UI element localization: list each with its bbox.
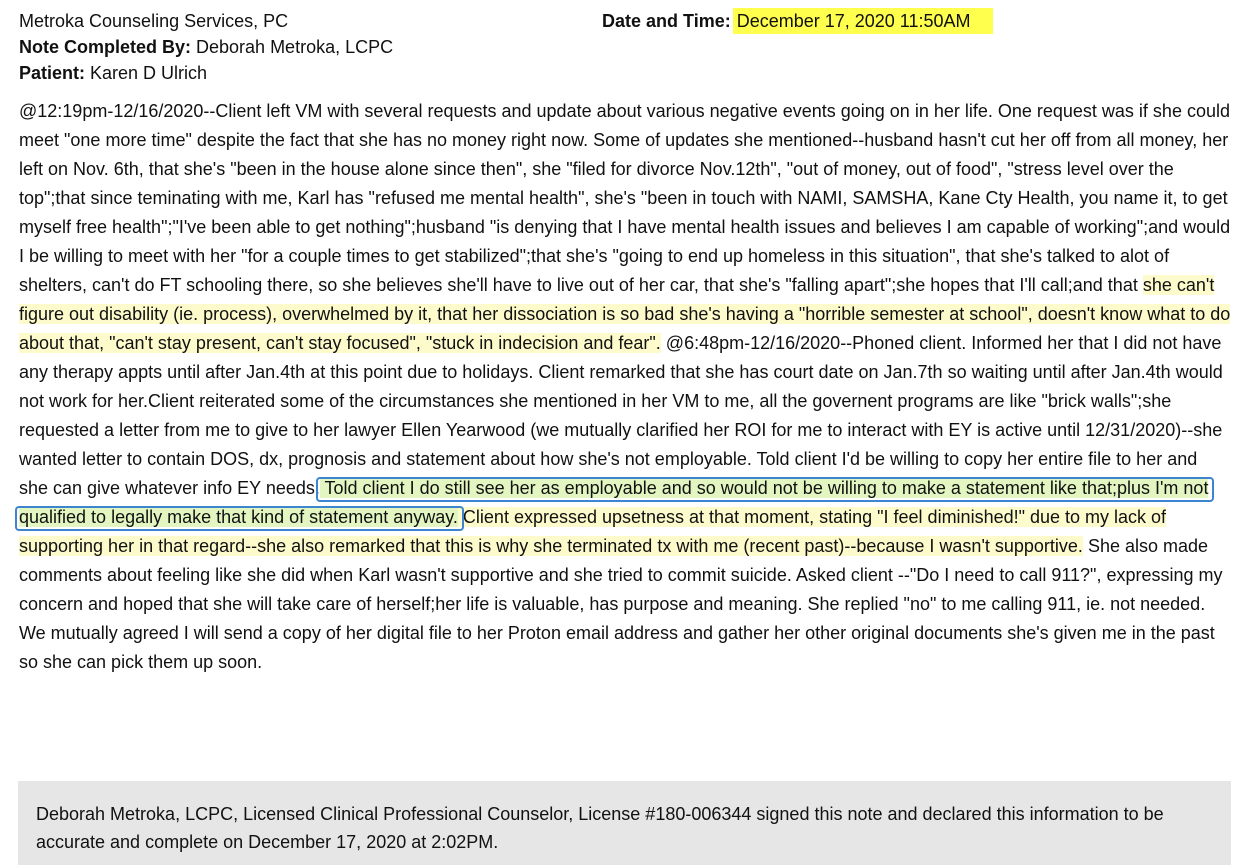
highlight-upsetness: Client expressed upsetness at that moment, stating "I feel diminished!" due to my lack of supporting her in that regard--she also remarked that this is why she terminated tx with me (recent past)--because I wasn't supportive. [19, 507, 1167, 556]
date-time-label: Date and Time: [602, 11, 731, 31]
patient-line [19, 60, 207, 86]
note-segment-voicemail: @12:19pm-12/16/2020--Client left VM with several requests and update about various negative events going on in her life. One request was if she could meet "one more time" despite the fact that she has no money right now. Some of updates she mentioned--husband hasn't cut her off from all money, her left on Nov. 6th, that she's "been in the house alone since then", she "filed for divorce Nov.12th", "out of money, out of food", "stress level over the top";that since teminating with me, Karl has "refused me mental health", she's "been in touch with NAMI, SAMSHA, Kane Cty Health, you name it, to get myself free health";"I've been able to get nothing";husband "is denying that I have mental health issues and believes I am capable of working";and would I be willing to meet with her "for a couple times to get stabilized";that she's "going to end up homeless in this situation", that she's talked to alot of shelters, can't do FT schooling there, so she believes she'll have to live out of her car, that she's "falling apart";she hopes that I'll call;and that [19, 101, 1231, 295]
signature-box [18, 781, 1231, 865]
completed-by-line [19, 34, 393, 60]
boxed-highlight-employable: Told client I do still see her as employable and so would not be willing to make a statement like that;plus I'm not qualified to legally make that kind of statement anyway. [19, 478, 1209, 527]
note-segment-closing: She also made comments about feeling like she did when Karl wasn't supportive and she tried to commit suicide. Asked client --"Do I need to call 911?", expressing my concern and hoped that she will take care of herself;her life is valuable, has purpose and meaning. She replied "no" to me calling 911, ie. not needed. We mutually agreed I will send a copy of her digital file to her Proton email address and gather her other original documents she's given me in the past so she can pick them up soon. [19, 536, 1223, 672]
signature-statement: Deborah Metroka, LCPC, Licensed Clinical Professional Counselor, License #180-006344 signed this note and declared this information to be accurate and complete on December 17, 2020 at 2:02PM. [36, 804, 1164, 852]
patient-label: Patient: [19, 63, 86, 83]
note-segment-phone-call: @6:48pm-12/16/2020--Phoned client. Informed her that I did not have any therapy appts until after Jan.4th at this point due to holidays. Client remarked that she has court date on Jan.7th so waiting until after Jan.4th would not work for her.Client reiterated some of the circumstances she mentioned in her VM to me, all the governent programs are like "brick walls";she requested a letter from me to give to her lawyer Ellen Yearwood (we mutually clarified her ROI for me to interact with EY is active until 12/31/2020)--she wanted letter to contain DOS, dx, prognosis and statement about how she's not employable. Told client I'd be willing to copy her entire file to her and she can give whatever info EY needs. [19, 333, 1223, 498]
note-header [19, 8, 1229, 88]
note-body [19, 97, 1231, 677]
completed-by-value: Deborah Metroka, LCPC [191, 37, 394, 57]
highlight-disability: she can't figure out disability (ie. process), overwhelmed by it, that her dissociation is so bad she's having a "horrible semester at school", doesn't know what to do about that, "can't stay present, can't stay focused", "stuck in indecision and fear". [19, 275, 1231, 353]
date-time-value: December 17, 2020 11:50AM [733, 8, 993, 34]
date-time-line [602, 8, 993, 34]
completed-by-label: Note Completed By: [19, 37, 192, 57]
practice-name: Metroka Counseling Services, PC [19, 11, 289, 31]
patient-name: Karen D Ulrich [85, 63, 208, 83]
